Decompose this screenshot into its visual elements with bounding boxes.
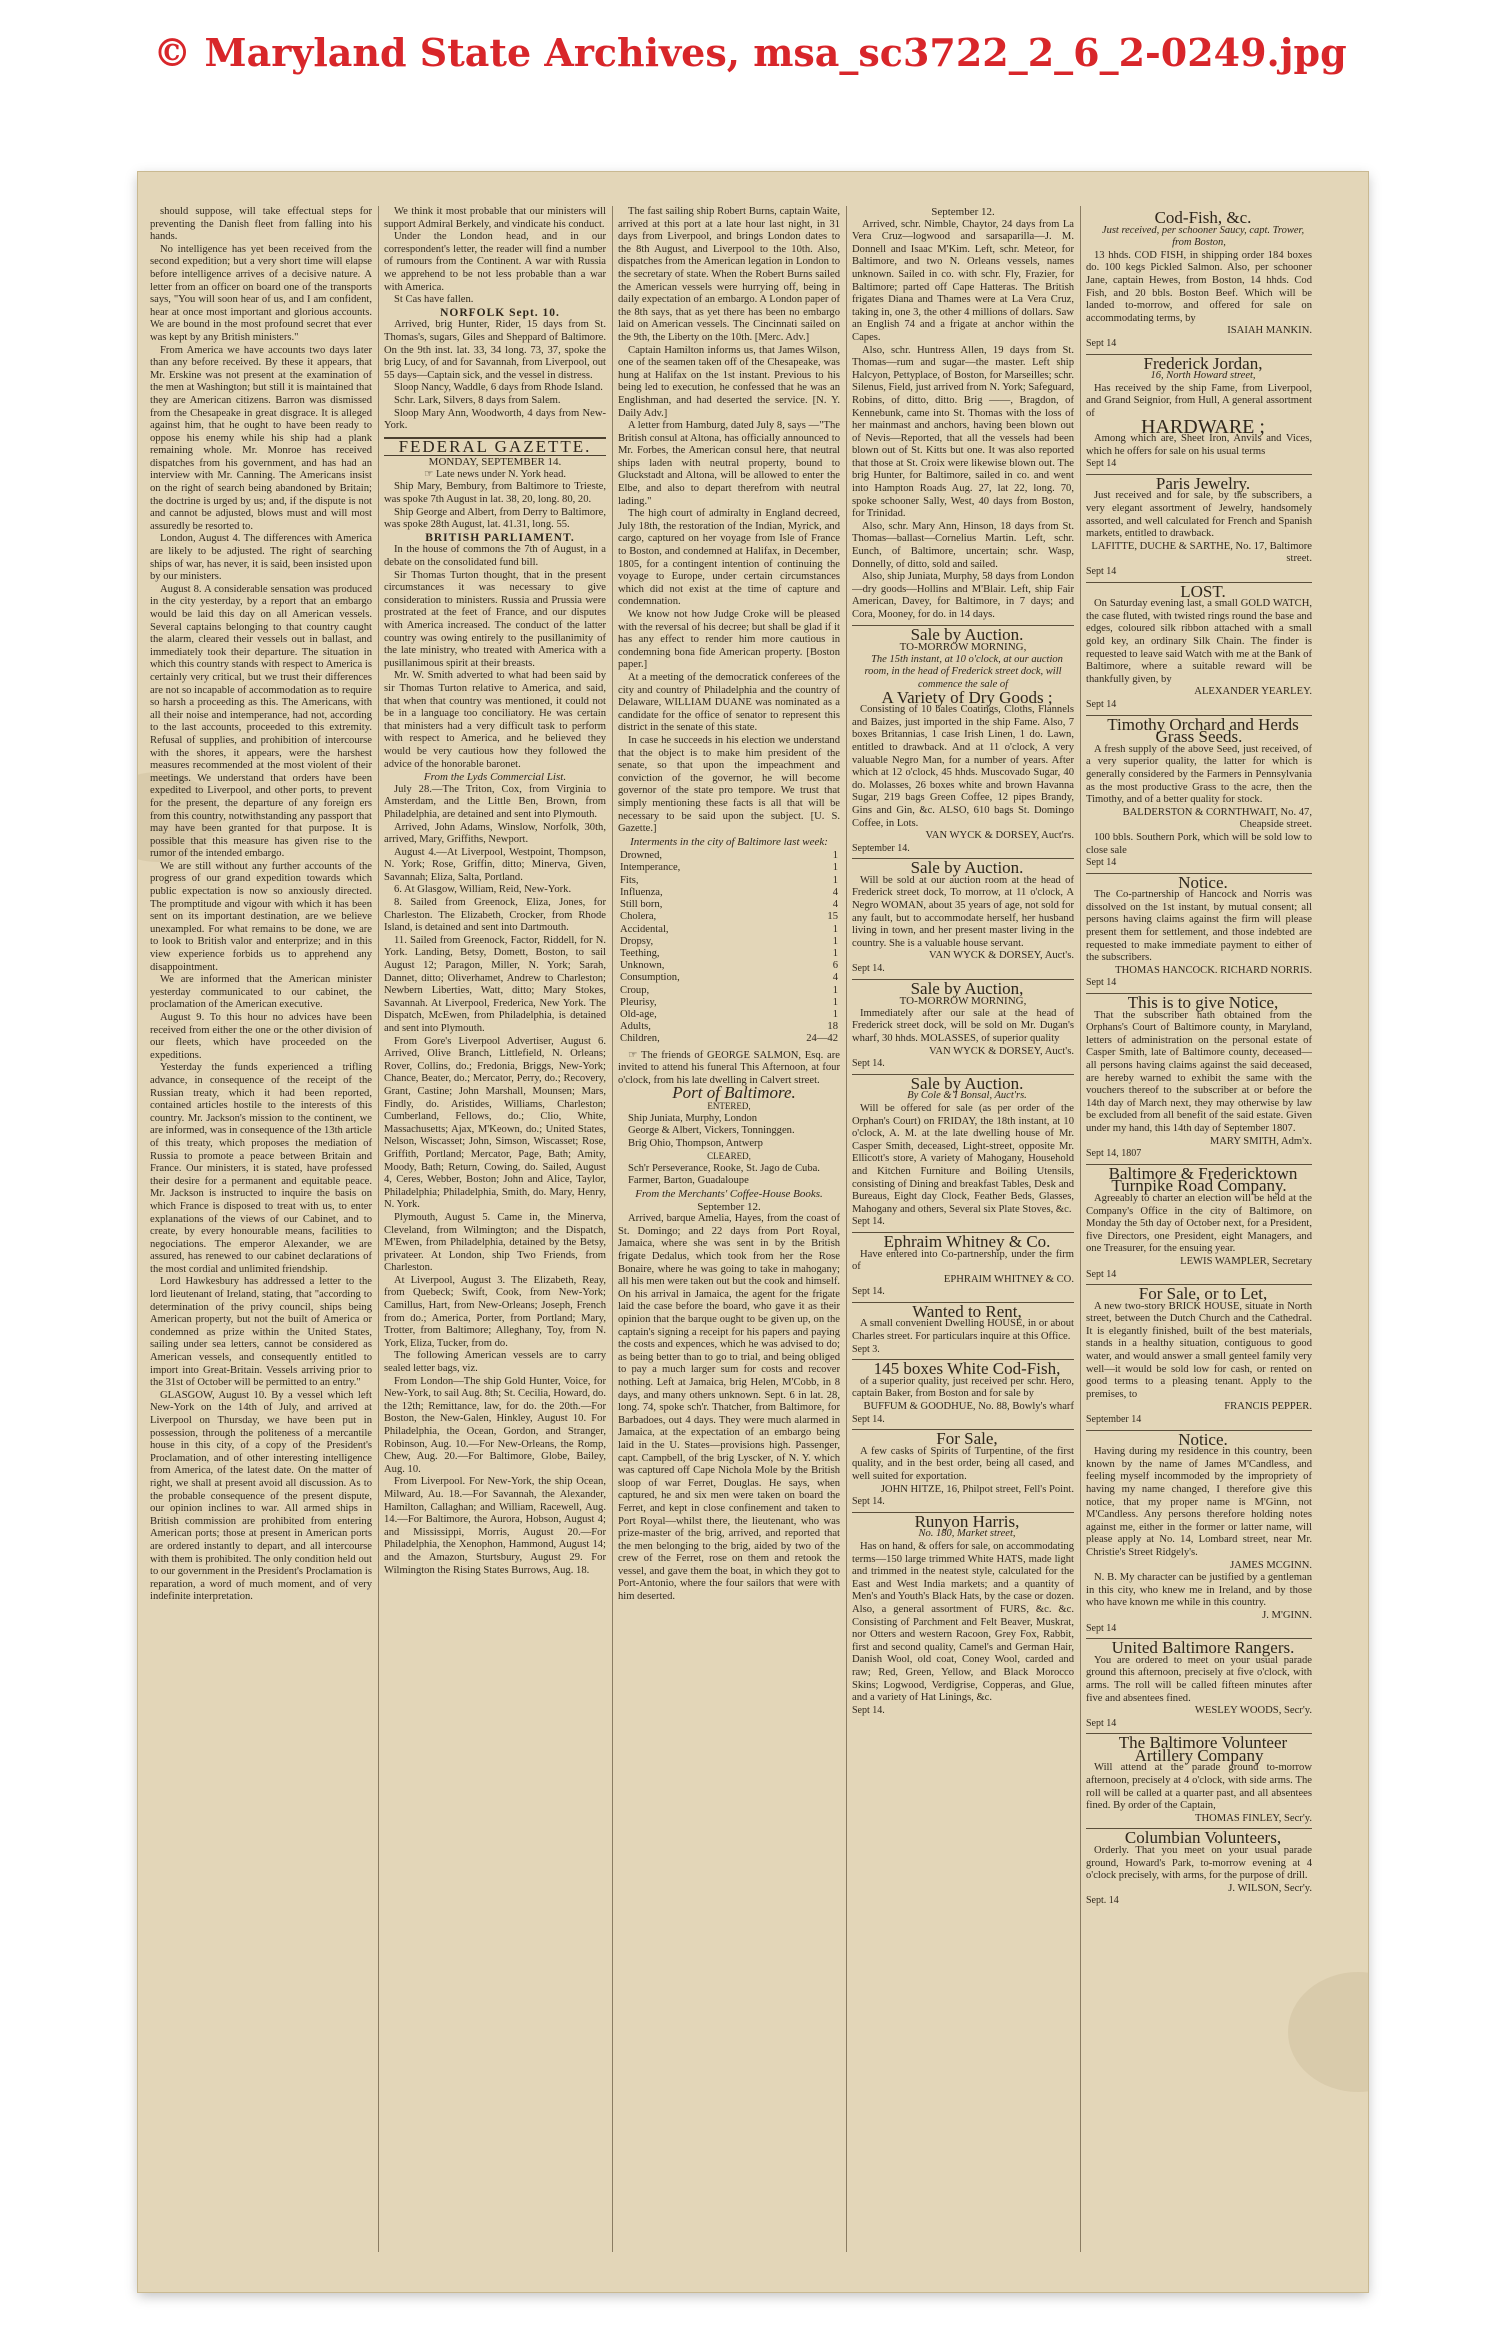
ad-date: Sept 14 xyxy=(1086,458,1117,470)
column-3 xyxy=(618,206,840,2252)
ship-arrival: Sloop Mary Ann, Woodworth, 4 days from New-York. xyxy=(384,407,606,432)
column-rule xyxy=(1080,206,1081,2252)
interment-cause: Influenza, xyxy=(620,886,663,898)
commercial-entry: From Gore's Liverpool Advertiser, August 6. Arrived, Olive Branch, Littlefield, N. Orleans; Rover, Collins, do.; Fredonia, Briggs, New-York; Chance, Beater, do.; Mercator, Perry, do.; Recovery, Grant, Castine; John Marshall, Mounsen; Mars, Findly, do. Aristides, Williams, Charleston; Cumberland, Fellows, do.; Clio, White, Massachusetts; Ajax, M'Keown, do.; United States, Nelson, Wiscasset; John, Simson, Wiscasset; Rose, Griffith, Portland; Mercator, Page, Bath; Amity, Moody, Bath; Return, Cowing, do. Sailed, August 4, Ceres, Webber, Boston; John and Alice, Taylor, Philadelphia; Philadelphia, Smith, do. Mary, Henry, N. York. xyxy=(384,1035,606,1211)
ship-arrival: Sloop Nancy, Waddle, 6 days from Rhode Island. xyxy=(394,382,603,394)
interment-count: 1 xyxy=(832,935,838,947)
ad-title: Columbian Volunteers, xyxy=(1124,1828,1282,1848)
ad-lead: TO-MORROW MORNING, xyxy=(899,641,1027,654)
entered-list xyxy=(618,1113,840,1151)
article-paragraph: A letter from Hamburg, dated July 8, says —"The British consul at Altona, has officially announced to Mr. Forbes, the American consul here, that neutral ships laden with neutral property, bound to Gluckstadt and Altona, will be allowed to enter the Elbe, and also to depart therefrom with neutral lading." xyxy=(618,420,840,507)
ad-signature: JAMES MCGINN. xyxy=(1230,1559,1312,1571)
ad-date: Sept 14 xyxy=(1086,1268,1117,1280)
ad-body: A new two-story BRICK HOUSE, situate in North street, between the Dutch Church and the Cathedral. It is elegantly finished, built of the best materials, stands in a healthy situation, contiguous to good water, and would answer a small genteel family very well—it would be sold low for cash, or rented on good terms to a pleasing tenant. Apply to the premises, to xyxy=(1086,1300,1312,1400)
interment-cause: Pleurisy, xyxy=(620,996,657,1008)
ad-signature: WESLEY WOODS, Secr'y. xyxy=(1194,1705,1312,1717)
interment-row xyxy=(618,936,840,948)
interment-count: 24—42 xyxy=(806,1033,838,1045)
entered-vessel: Ship Juniata, Murphy, London xyxy=(628,1112,758,1124)
ad-subtitle: The 15th instant, at 10 o'clock, at our auction room, in the head of Frederick street dock, will commence the sale of xyxy=(864,653,1063,690)
article-paragraph: We think it most probable that our ministers will support Admiral Berkely, and vindicate his conduct. xyxy=(384,206,606,230)
ad-title: The Baltimore Volunteer Artillery Company xyxy=(1118,1733,1288,1765)
ad-body: of a superior quality, just received per schr. Hero, captain Baker, from Boston and for sale by xyxy=(852,1375,1074,1400)
column-2 xyxy=(384,206,606,2252)
ad-body: Agreeably to charter an election will be held at the Company's Office in the city of Baltimore, on Monday the 5th day of October next, for a President, five Directors, one President, eight Managers, and one Treasurer, for the ensuing year. xyxy=(1086,1192,1312,1255)
ad-body: On Saturday evening last, a small GOLD WATCH, the case fluted, with twisted rings round the base and edges, coloured silk ribbon attached with a small gold key, an ordinary Silk Chain. The finder is requested to leave said Watch with me at the Bank of Baltimore, where a suitable reward will be thankfully given, by xyxy=(1086,598,1312,685)
ad-for-sale-turpentine xyxy=(852,1429,1074,1509)
ship-reports xyxy=(384,481,606,531)
ad-title: LOST. xyxy=(1180,581,1226,601)
ad-signature: ISAIAH MANKIN. xyxy=(1227,325,1312,337)
col2-intro xyxy=(384,206,606,307)
commercial-entry: The following American vessels are to carry sealed letter bags, viz. xyxy=(384,1350,606,1375)
interment-count: 1 xyxy=(832,862,838,874)
ad-columbian-volunteers xyxy=(1086,1828,1312,1908)
cleared-vessel: Sch'r Perseverance, Rooke, St. Jago de Cuba. xyxy=(628,1162,820,1174)
ad-signature: BUFFUM & GOODHUE, No. 88, Bowly's wharf xyxy=(863,1401,1074,1413)
interment-row xyxy=(618,899,840,911)
ad-goods: HARDWARE ; xyxy=(1141,415,1265,438)
commercial-entry: 8. Sailed from Greenock, Eliza, Jones, for Charleston. The Elizabeth, Crocker, from Rhode Island, is detained and sent into Dartmouth. xyxy=(384,897,606,934)
ad-title: Sale by Auction. xyxy=(910,858,1024,878)
interment-count: 1 xyxy=(832,923,838,935)
ad-signature: J. WILSON, Secr'y. xyxy=(1228,1882,1312,1894)
ad-frederick-jordan xyxy=(1086,354,1312,471)
ad-body: 13 hhds. COD FISH, in shipping order 184 boxes do. 100 kegs Pickled Salmon. Also, per schooner Jane, captain Hewes, from Boston, 14 hhds. Cod Fish, and 20 bbls. Boston Beef. Which will be landed to-morrow, and offered for sale on accommodating terms, by xyxy=(1086,249,1312,324)
ad-date: Sept 14 xyxy=(1086,566,1117,578)
ad-signature: THOMAS FINLEY, Secr'y. xyxy=(1195,1812,1312,1824)
article-paragraph: We are informed that the American minister yesterday communicated to our cabinet, the proclamation of the American executive. xyxy=(150,974,372,1011)
commercial-entry: July 28.—The Triton, Cox, from Virginia to Amsterdam, and the Little Ben, Brown, from Philadelphia, are detained and sent into Plymouth. xyxy=(384,783,606,820)
ad-title: Wanted to Rent, xyxy=(912,1301,1022,1321)
ad-lost-watch xyxy=(1086,582,1312,712)
interment-cause: Intemperance, xyxy=(620,862,681,874)
ad-grass-seeds xyxy=(1086,715,1312,870)
ad-body: Just received and for sale, by the subscribers, a very elegant assortment of Jewelry, handsomely assorted, and well calculated for French and Spanish markets, entitled to drawback. xyxy=(1086,490,1312,540)
norfolk-heading: NORFOLK Sept. 10. xyxy=(440,306,560,319)
ad-title: Sale by Auction. xyxy=(910,1073,1024,1093)
ad-title: Baltimore & Fredericktown Turnpike Road Company. xyxy=(1108,1163,1298,1196)
ad-body: Having during my residence in this country, been known by the name of James M'Candless, and feeling myself incommoded by the impropriety of having my name changed, I therefore give this notice, that my proper name is M'Ginn, not M'Candless. Any persons therefore holding notes against me, either in the former or latter name, will please apply at No. 14, Lombard street, near Mr. Christie's Street Ridgely's. xyxy=(1086,1446,1312,1558)
ad-date: Sept. 14 xyxy=(1086,1895,1119,1907)
arrival-report: Also, ship Juniata, Murphy, 58 days from London—dry goods—Hollins and M'Blair. Left, ship Fair American, Davey, for Baltimore, in 7 days; and Cora, Mooney, for do. in 14 days. xyxy=(852,571,1074,620)
article-paragraph: Arrived, barque Amelia, Hayes, from the coast of St. Domingo; and 22 days from Port Royal, Jamaica, where she was sent in by the British frigate Dedalus, which took from her the Rose Bonaire, where he was going to take in mahogany; all his men were taken out but the cook and himself. On his arrival in Jamaica, the agent for the frigate laid the case before the board, who gave it as their opinion that the barque ought to be given up, on the captain's signing a receipt for his papers and paying the costs and expences, which he was advised to do; as being better than to go to trial, and being obliged to pay a much larger sum for costs and recover nothing. Left at Jamaica, brig Helen, M'Cobb, in 8 days, and many others unknown. Sept. 6 in lat. 28, long. 74, spoke sch'r. Thatcher, from Baltimore, for Barbadoes, out 4 days. They were much alarmed in Jamaica, at the expectation of an embargo being laid in the U. States—provisions high. Passenger, capt. Campbell, of the brig Lyscker, of N. Y. which was captured off Cape Nichola Mole by the British sloop of war Ferret, Douglas. He says, when captured, he and six men were taken on board the Ferret, and kept in close confinement and taken to Port Royal—whilst there, the lieutenant, who was prize-master of the brig, arrived, and reported that the men belonging to the brig, aided by two of the crew of the Ferret, rose on them and retook the vessel, and gave them the boat, in which they got to Port-Antonio, where the four sailors that were with him deserted. xyxy=(618,1213,840,1603)
interment-cause: Cholera, xyxy=(620,911,657,923)
interment-count: 1 xyxy=(832,996,838,1008)
ad-signature: FRANCIS PEPPER. xyxy=(1224,1401,1312,1413)
commercial-entry: Plymouth, August 5. Came in, the Minerva, Cleveland, from Wilmington; and the Dispatch, M'Ewen, from Philadelphia, detained by the Betsy, privateer. At London, ship Two Friends, from Charleston. xyxy=(384,1211,606,1274)
ad-auction-furniture xyxy=(852,1074,1074,1229)
ad-date: September 14 xyxy=(1086,1414,1142,1426)
commercial-entry: August 4.—At Liverpool, Westpoint, Thompson, N. York; Rose, Griffin, ditto; Minerva, Given, Savannah; Eliza, Salta, Portland. xyxy=(384,846,606,883)
ad-body: The Co-partnership of Hancock and Norris was dissolved on the 1st instant, by mutual consent; all persons having claims against the firm will please present them for settlement, and those indebted are requested to make immediate payment to either of the subscribers. xyxy=(1086,889,1312,964)
ad-body: Has on hand, & offers for sale, on accommodating terms—150 large trimmed White HATS, made light and trimmed in the neatest style, calculated for the East and West India markets; and a quantity of Men's and Youth's Black Hats, by the case or dozen. Also, a general assortment of FURS, &c. &c. Consisting of Parchment and Felt Beaver, Muskrat, nor Otters and western Racoon, Grey Fox, Rabbit, first and second quality, Camel's and German Hair, Danish Wool, old coat, Coney Wool, carded and raw; Red, Green, Yellow, and Black Morocco Skins; Logwood, Verdigrise, Copperas, and Glue, and a variety of Hat Linings, &c. xyxy=(852,1540,1074,1704)
ad-date: September 14. xyxy=(852,842,910,854)
ad-auction-negro-woman xyxy=(852,858,1074,975)
coffee-house-heading: From the Merchants' Coffee-House Books. xyxy=(635,1188,823,1201)
commercial-entry: From Liverpool. For New-York, the ship Ocean, Milward, Au. 18.—For Savannah, the Alexander, Hamilton, Callaghan; and William, Racewell, Aug. 14.—For Baltimore, the Aurora, Hobson, August 4; and Mississippi, Morris, August 20.—For Philadelphia, the Xenophon, Hammond, August 14; and the Amazon, Sturtsbury, August 29. For Wilmington the Rising States Burrows, Aug. 18. xyxy=(384,1476,606,1576)
ad-body: You are ordered to meet on your usual parade ground this afternoon, precisely at five o'clock, with arms. The roll will be called fifteen minutes after five and absentees fined. xyxy=(1086,1654,1312,1704)
ad-date: Sept 14. xyxy=(852,1058,885,1070)
interment-count: 1 xyxy=(832,874,838,886)
ad-signature: THOMAS HANCOCK. RICHARD NORRIS. xyxy=(1115,964,1312,976)
dateline: MONDAY, SEPTEMBER 14. xyxy=(428,456,562,469)
arrival-report: Also, schr. Huntress Allen, 19 days from St. Thomas—rum and sugar—the master. Left ship Halcyon, Pettyplace, of Boston, for Marseilles; schr. Silenus, Field, just arrived from N. York; Safeguard, Robins, of ditto, ditto. Brig ——, Bragdon, of Kennebunk, came into St. Thomas with the loss of her mainmast and anchors, having been blown out of Nevis—Reported, that all the vessels had been blown out of St. Kitts but one. It was also reported that those at St. Croix were likewise blown out. The brig Hunter, for Baltimore, sailed in co. and went into Hampton Roads Aug. 27, lat 22, long. 70, spoke schooner Sally, West, 40 days from Boston, for Trinidad. xyxy=(852,344,1074,520)
interment-cause: Drowned, xyxy=(620,850,663,862)
ad-subtitle: By Cole & I Bonsal, Auct'rs. xyxy=(907,1090,1027,1102)
interment-cause: Accidental, xyxy=(620,923,669,935)
ad-title: Runyon Harris, xyxy=(914,1511,1020,1531)
ship-arrival: Arrived, brig Hunter, Rider, 15 days from St. Thomas's, sugars, Giles and Sheppard of Baltimore. On the 9th inst. lat. 33, 34 long. 73, 37, spoke the brig Lucy, of and for Savannah, from Liverpool, out 55 days—Captain sick, and the vessel in distress. xyxy=(384,319,606,381)
article-paragraph: The high court of admiralty in England decreed, July 18th, the restoration of the Indian, Myrick, and cargo, captured on her voyage from Isle of France to Boston, and condemned at Halifax, in December, 1805, for a contingent intention of continuing the voyage to Europe, under certain circumstances which did not exist at the time of capture and condemnation. xyxy=(618,508,840,608)
ad-goods: A Variety of Dry Goods ; xyxy=(881,687,1053,707)
interment-cause: Consumption, xyxy=(620,972,680,984)
ad-turnpike xyxy=(1086,1164,1312,1281)
ship-report: Ship Mary, Bembury, from Baltimore to Trieste, was spoke 7th August in lat. 38, 20, long. 80, 20. xyxy=(384,481,606,506)
coffee-house-date: September 12. xyxy=(697,1200,761,1213)
ad-date: Sept 14 xyxy=(1086,1717,1117,1729)
commercial-entry: 6. At Glasgow, William, Reid, New-York. xyxy=(394,884,572,896)
ad-body: Immediately after our sale at the head of Frederick street dock, will be sold on Mr. Dugan's wharf, 30 hhds. MOLASSES, of superior quality xyxy=(852,1007,1074,1044)
article-paragraph: From America we have accounts two days later than any before received. By these it appears, that Mr. Erskine was not present at the examination of the men at Washington; but still it is maintained that they are American citizens. Barron was dismissed from the Chesapeake in great disgrace. It is alleged against him, that he ought to have been ready to oppose his enemy while his ship had a plank remaining whole. Mr. Monroe has received dispatches from his government, and has had an interview with Mr. Canning. The Americans insist on the right of search being abandoned by Britain; the doctrine is urged by us; and, if the dispute is not and cannot be adjusted, blows must and will most assuredly be resorted to. xyxy=(150,344,372,532)
interment-count: 4 xyxy=(832,972,838,984)
ad-notice-hancock xyxy=(1086,873,1312,990)
interment-cause: Croup, xyxy=(620,984,650,996)
interment-cause: Old-age, xyxy=(620,1008,657,1020)
ad-volunteer-artillery xyxy=(1086,1733,1312,1825)
commercial-entry: Arrived, John Adams, Winslow, Norfolk, 30th, arrived, Mary, Griffiths, Newport. xyxy=(384,821,606,846)
interment-row xyxy=(618,911,840,923)
ad-date: Sept 14. xyxy=(852,1286,885,1298)
article-paragraph: August 9. To this hour no advices have been received from either the one or the other division of our fleets, which have proceeded on the expeditions. xyxy=(150,1012,372,1061)
ad-body: Consisting of 10 bales Coatings, Cloths, Flannels and Baizes, just imported in the ship Fame. Also, 7 boxes Britannias, 1 case Irish Linen, 1 do. Lawn, entitled to drawback. And at 11 o'clock, A very valuable Negro Man, for a number of years. After which at 12 o'clock, 45 hhds. Muscovado Sugar, 40 do. Molasses, 26 boxes white and brown Havanna Sugar, 219 bags Green Coffee, 12 pipes Brandy, Gins and Gin, &c. ALSO, 610 bags St. Domingo Coffee, in Lots. xyxy=(852,704,1074,829)
ad-for-sale-house xyxy=(1086,1284,1312,1427)
article-paragraph: No intelligence has yet been received from the second expedition; but a very short time will elapse before intelligence arrives of a decisive nature. A letter from an officer on board one of the transports says, "You will soon hear of us, and I am confident, hear at once most important and glorious accounts. We are bound in the most profound secret that ever was kept by any British ministers." xyxy=(150,243,372,343)
article-paragraph: In case he succeeds in his election we understand that the object is to make him president of the senate, so that upon the impeachment and conviction of the governor, he will become governor of the state pro tempore. We trust that simply mentioning these facts is all that will be necessary to be said upon the subject. [U. S. Gazette.] xyxy=(618,734,840,835)
interment-row xyxy=(618,862,840,874)
ad-signature: BALDERSTON & CORNTHWAIT, No. 47, Cheapside street. xyxy=(1122,806,1312,831)
interment-cause: Children, xyxy=(620,1033,660,1045)
article-paragraph: August 8. A considerable sensation was produced in the city yesterday, by a report that an embargo would be laid this day on all American vessels. Several captains belonging to that country caught the alarm, cleared their vessels out in ballast, and immediately took their departure. The situation in which this country stands with respect to America is certainly very critical, but we trust their differences are not so incapable of accommodation as to require so harsh a proceeding as this. The Americans, with all their noise and intemperance, had not, according to the last accounts, proceeded to this extremity. Refusal of supplies, and prohibition of intercourse with the shores, it appears, were the harshest measures recommended at the most violent of their meetings. We understand that orders have been expedited to Liverpool, and other ports, to prevent for the present, the departure of any foreign ers from this country, notwithstanding any passport that may have been granted for that purpose. It is possible that this measure has given rise to the rumor of the intended embargo. xyxy=(150,583,372,860)
ad-date: Sept 14 xyxy=(1086,977,1117,989)
ad-signature: VAN WYCK & DORSEY, Auct's. xyxy=(929,1045,1074,1057)
coffee-house-report xyxy=(618,1213,840,1603)
ad-title: Sale by Auction. xyxy=(910,624,1024,644)
interment-count: 15 xyxy=(827,911,838,923)
ad-title: For Sale, or to Let, xyxy=(1138,1284,1268,1304)
ad-body: A few casks of Spirits of Turpentine, of the first quality, and in the best order, being all cased, and well suited for exportation. xyxy=(852,1445,1074,1482)
interments-heading: Interments in the city of Baltimore last week: xyxy=(630,835,828,848)
column-5 xyxy=(1086,206,1312,2252)
ad-wanted-to-rent xyxy=(852,1302,1074,1356)
archive-banner: © Maryland State Archives, msa_sc3722_2_6_2-0249.jpg xyxy=(153,30,1347,75)
article-paragraph: Captain Hamilton informs us, that James Wilson, one of the seamen taken off of the Chesapeake, was hung at Halifax on the 1st instant. Previous to his being led to execution, he confessed that he was an Englishman, and had deserted the service. [N. Y. Daily Adv.] xyxy=(618,344,840,419)
interments-table xyxy=(618,850,840,1045)
article-paragraph: should suppose, will take effectual steps for preventing the Danish fleet from falling into his hands. xyxy=(150,206,372,243)
ad-body: Has received by the ship Fame, from Liverpool, and Grand Seignior, from Hull, A general assortment of xyxy=(1086,382,1312,419)
ad-title: Sale by Auction, xyxy=(910,978,1024,998)
entered-vessel: Brig Ohio, Thompson, Antwerp xyxy=(628,1137,763,1149)
ad-lead: TO-MORROW MORNING, xyxy=(899,995,1027,1008)
ad-body: 100 bbls. Southern Pork, which will be sold low to close sale xyxy=(1086,831,1312,856)
interment-row xyxy=(618,875,840,887)
ad-title: Frederick Jordan, xyxy=(1143,353,1263,373)
column-1 xyxy=(150,206,372,2252)
article-paragraph: Mr. W. Smith adverted to what had been said by sir Thomas Turton relative to America, and said, that when that country was mentioned, it could not be in a language too conciliatory. He was certain that ministers had a very difficult task to perform with respect to America, and he believed they would be very cautious how they followed the advice of the honorable baronet. xyxy=(384,670,606,770)
commercial-entry: 11. Sailed from Greenock, Factor, Riddell, for N. York. Landing, Betsy, Domett, Boston, to sail August 12; Paragon, Miller, N. York; Sarah, Dannet, ditto; Oliverhamet, Andrew to Charleston; Newbern Liberties, Watt, ditto; Mary Stokes, Savannah. At Liverpool, Frederica, New York. The Dispatch, McEwen, from Philadelphia, is detained and sent into Plymouth. xyxy=(384,934,606,1034)
interment-cause: Still born, xyxy=(620,899,663,911)
article-paragraph: The fast sailing ship Robert Burns, captain Waite, arrived at this port at a late hour last night, in 31 days from Liverpool, and brings London dates to the 8th August, and Liverpool to the 10th. Also, dispatches from the American legation in London to the secretary of state. When the Robert Burns sailed the American vessels were hurrying off, being in daily expectation of an embargo. A London paper of the 8th says, that as yet there has been no embargo laid on American vessels. The Cincinnati sailed on the 9th, the Liberty on the 10th. [Merc. Adv.] xyxy=(618,206,840,343)
commercial-list xyxy=(384,784,606,1577)
ad-body: Will be sold at our auction room at the head of Frederick street dock, To morrow, at 11 o'clock, A Negro WOMAN, about 35 years of age, not sold for any fault, but to accommodate herself, her husband living in town, and her present master living in the country. She is a valuable house servant. xyxy=(852,874,1074,949)
article-paragraph: London, August 4. The differences with America are likely to be adjusted. The right of searching ships of war, has never, it is said, been insisted upon by our ministers. xyxy=(150,533,372,583)
ad-body: N. B. My character can be justified by a gentleman in this city, who knew me in Ireland, and by those who have known me while in this country. xyxy=(1086,1572,1312,1609)
interment-count: 4 xyxy=(832,899,838,911)
column-rule xyxy=(378,206,379,2252)
ad-body: Orderly. That you meet on your usual parade ground, Howard's Park, to-morrow evening at 4 o'clock precisely, with arms, for the purpose of drill. xyxy=(1086,1845,1312,1882)
commercial-entry: From London—The ship Gold Hunter, Voice, for New-York, to sail Aug. 8th; St. Cecilia, Howard, do. the 12th; Remittance, law, for do. the 20th.—For Boston, the New-Galen, Hinkley, August 10. For Philadelphia, the Ocean, Gordon, and Stranger, Robinson, Aug. 10.—For New-Orleans, the Romp, Chew, Aug. 20.—For Baltimore, Globe, Bailey, Aug. 10. xyxy=(384,1375,606,1475)
ad-cod-fish-mankin xyxy=(1086,209,1312,351)
column-rule xyxy=(612,206,613,2252)
ad-cod-fish xyxy=(852,1359,1074,1426)
ad-date: Sept 14. xyxy=(852,1704,885,1716)
ad-date: Sept 14. xyxy=(852,1413,885,1425)
port-heading: Port of Baltimore. xyxy=(672,1083,796,1103)
newspaper-page xyxy=(138,172,1368,2292)
ad-date: Sept 14, 1807 xyxy=(1086,1148,1142,1160)
ad-whitney xyxy=(852,1232,1074,1299)
ad-title: 145 boxes White Cod-Fish, xyxy=(873,1359,1061,1379)
article-paragraph: GLASGOW, August 10. By a vessel which left New-York on the 14th of July, and arrived at Liverpool on Thursday, we have been put in possession, through the politeness of a mercantile house in this city, of a copy of the President's Proclamation, and of other interesting intelligence from America, of the latest date. On the matter of right, we shall at present avoid all discussion. As to the probable consequence of the present dispute, our opinion inclines to war. All armed ships in British commission are prohibited from entering American ports; those at present in American ports are ordered instantly to depart, and all intercourse with them is prohibited. The only condition held out to our government in the President's Proclamation is reparation, a word of much moment, and of very indefinite interpretation. xyxy=(150,1389,372,1603)
ship-report: Ship George and Albert, from Derry to Baltimore, was spoke 28th August, lat. 41.31, long. 55. xyxy=(384,506,606,531)
ad-title: Paris Jewelry. xyxy=(1155,473,1251,493)
ad-body: Have entered into Co-partnership, under the firm of xyxy=(852,1248,1074,1273)
ad-body: That the subscriber hath obtained from the Orphans's Court of Baltimore county, in Maryland, letters of administration on the personal estate of Casper Smith, late of Baltimore county, deceased—all persons having claims against the said deceased, are hereby warned to exhibit the same with the vouchers thereof to the subscriber at or before the 14th day of March next, they may otherwise by law be excluded from all benefit of the said estate. Given under my hand, this 14th day of September 1807. xyxy=(1086,1009,1312,1134)
parliament-heading: BRITISH PARLIAMENT. xyxy=(425,531,575,544)
cleared-vessel: Farmer, Barton, Guadaloupe xyxy=(628,1175,749,1187)
ad-subtitle: 16, North Howard street, xyxy=(1150,370,1256,382)
ad-title: United Baltimore Rangers. xyxy=(1111,1638,1295,1658)
ad-subtitle: No. 180, Market street, xyxy=(918,1528,1016,1540)
commercial-entry: At Liverpool, August 3. The Elizabeth, Reay, from Quebeck; Swift, Cook, from New-York; Camillus, Hart, from New-Orleans; Joseph, French from do.; America, Porter, from Portland; Mary, Trotter, from Baltimore; Alleghany, Toy, from N. York, Eliza, Tucker, from do. xyxy=(384,1274,606,1349)
interment-cause: Adults, xyxy=(620,1021,651,1033)
ad-title: Notice. xyxy=(1178,872,1228,892)
ad-date: Sept 14 xyxy=(1086,698,1117,710)
entered-heading: ENTERED, xyxy=(707,1100,751,1111)
interment-cause: Teething, xyxy=(620,947,660,959)
ad-title: Timothy Orchard and Herds Grass Seeds. xyxy=(1107,714,1299,747)
arrival-report: Also, schr. Mary Ann, Hinson, 18 days from St. Thomas—ballast—Cornelius Martin. Left, schr. Eunch, of Baltimore, uncertain; schr. Wasp, Donnelly, of ditto, sold and sailed. xyxy=(852,520,1074,570)
interment-row xyxy=(618,924,840,936)
interment-row xyxy=(618,948,840,960)
ad-signature: VAN WYCK & DORSEY, Auct'rs. xyxy=(925,830,1074,842)
article-paragraph: Lord Hawkesbury has addressed a letter to the lord lieutenant of Ireland, stating, that "according to determination of the privy council, ships being American property, but not the built of America or condemned as prize within the United States, sailing under sea letters, cannot be considered as American vessels, and consequently entitled to import into Great-Britain. Vessels arriving prior to the 31st of October will be permitted to an entry." xyxy=(150,1276,372,1389)
funeral-notice: ☞ The friends of GEORGE SALMON, Esq. are invited to attend his funeral This Afternoon, at four o'clock, from his late dwelling in Calvert street. xyxy=(618,1049,840,1086)
interment-count: 1 xyxy=(832,850,838,862)
ad-title: Cod-Fish, &c. xyxy=(1154,208,1252,227)
ad-auction-dry-goods xyxy=(852,625,1074,856)
ad-date: Sept 14 xyxy=(1086,1622,1117,1634)
ad-date: Sept 14 xyxy=(1086,337,1117,349)
interment-row xyxy=(618,960,840,972)
ad-notice-mcginn xyxy=(1086,1430,1312,1636)
late-news-notice: ☞ Late news under N. York head. xyxy=(423,468,567,480)
ad-date: Sept 3. xyxy=(852,1343,880,1355)
ad-title: This is to give Notice, xyxy=(1127,993,1279,1013)
interment-count: 1 xyxy=(832,984,838,996)
ad-signature: J. M'GINN. xyxy=(1262,1609,1312,1621)
col3-news xyxy=(618,206,840,836)
cleared-heading: CLEARED, xyxy=(707,1151,751,1162)
ad-signature: JOHN HITZE, 16, Philpot street, Fell's Point. xyxy=(880,1483,1074,1495)
ad-subtitle: Just received, per schooner Saucy, capt. Trower, from Boston, xyxy=(1101,224,1305,249)
ad-signature: ALEXANDER YEARLEY. xyxy=(1194,686,1312,698)
ad-paris-jewelry xyxy=(1086,474,1312,579)
interment-cause: Dropsy, xyxy=(620,935,654,947)
masthead: FEDERAL GAZETTE. xyxy=(384,437,606,457)
interment-row xyxy=(618,850,840,862)
entered-vessel: George & Albert, Vickers, Tonninggen. xyxy=(628,1125,795,1137)
article-paragraph: We are still without any further accounts of the progress of our grand expedition towards which public expectation is now so anxiously directed. The promptitude and vigour with which it has been sent on its important destination, are we believe unexampled. For what remains to be done, we are to look to British valor and enterprize; and in this view experience forbids us to apprehend any disappointment. xyxy=(150,860,372,973)
ad-date: Sept 14. xyxy=(852,1216,885,1228)
interment-cause: Fits, xyxy=(620,874,639,886)
ad-signature: LEWIS WAMPLER, Secretary xyxy=(1180,1255,1312,1267)
ship-arrival: Schr. Lark, Silvers, 8 days from Salem. xyxy=(394,394,561,406)
interment-row xyxy=(618,1021,840,1033)
arrivals-date: September 12. xyxy=(931,206,995,218)
ad-notice-smith-estate xyxy=(1086,993,1312,1161)
interment-count: 1 xyxy=(832,1008,838,1020)
article-paragraph: At a meeting of the democratick conferees of the city and country of Philadelphia and the country of Delaware, WILLIAM DUANE was nominated as a candidate for the office of senator to represent this district in the senate of this state. xyxy=(618,671,840,734)
norfolk-arrivals xyxy=(384,319,606,432)
ad-date: Sept 14 xyxy=(1086,857,1117,869)
interment-row xyxy=(618,985,840,997)
ad-date: Sept 14. xyxy=(852,963,885,975)
interment-count: 4 xyxy=(832,886,838,898)
interment-count: 1 xyxy=(832,947,838,959)
ad-auction-molasses xyxy=(852,979,1074,1071)
column-4 xyxy=(852,206,1074,2252)
ad-runyon-harris xyxy=(852,1512,1074,1718)
interment-row xyxy=(618,997,840,1009)
ad-signature: VAN WYCK & DORSEY, Auct's. xyxy=(929,950,1074,962)
interment-count: 6 xyxy=(832,960,838,972)
ad-signature: MARY SMITH, Adm'x. xyxy=(1209,1135,1312,1147)
article-paragraph: St Cas have fallen. xyxy=(394,294,474,306)
article-paragraph: Sir Thomas Turton thought, that in the present circumstances it was necessary to give consideration to ministers. Russia and Prussia were prostrated at the feet of France, and our disputes with America increased. The conduct of the latter country was owing entirely to the pusillanimity of the late ministry, who treated with America with a pusillanimous spirit at their breasts. xyxy=(384,569,606,669)
article-paragraph: Yesterday the funds experienced a trifling advance, in consequence of the receipt of the Russian treaty, which it had been reported, contained articles hostile to the interests of this country. Mr. Jackson's mission to the continent, we are informed, was in consequence of the 13th article of this treaty, which proposes the mediation of Russia to promote a peace between Britain and France. Our ministers, it is stated, have professed their desire for a permanent and equitable peace. Mr. Jackson is instructed to inquire the basis on which France is disposed to treat with us, to enter explanations of the views of our Cabinet, and to create, by every honourable means, facilities to negociations. The emperor Alexander, we are assured, has renewed to our cabinet declarations of the most cordial and unlimited friendship. xyxy=(150,1062,372,1275)
ad-united-rangers xyxy=(1086,1638,1312,1730)
interment-row xyxy=(618,1009,840,1021)
interment-count: 18 xyxy=(827,1021,838,1033)
ad-body: Will be offered for sale (as per order of the Orphan's Court) on FRIDAY, the 18th instant, at 10 o'clock, A. M. at the late dwelling house of Mr. Casper Smith, deceased, Light-street, opposite Mr. Ellicott's store, A variety of Mahogany, Household and Kitchen Furniture and Boiling Utensils, consisting of Dining and breakfast Tables, Desk and Bureaus, Eight day Clock, Feather Beds, Glasses, Mahogany and others, Several six Plate Stoves, &c. xyxy=(852,1102,1074,1215)
commercial-heading: From the Lyds Commercial List. xyxy=(423,771,567,784)
interment-row xyxy=(618,887,840,899)
ad-body: A small convenient Dwelling HOUSE, in or about Charles street. For particulars inquire at this Office. xyxy=(852,1318,1074,1343)
column-rule xyxy=(846,206,847,2252)
ad-body: A fresh supply of the above Seed, just received, of a very superior quality, the latter for which is generally considered by the Farmers in Pennsylvania as the most productive Grass to the acre, then the Timothy, and of a better quality for stock. xyxy=(1086,743,1312,806)
ad-title: For Sale, xyxy=(936,1429,998,1449)
ad-body: Among which are, Sheet Iron, Anvils and Vices, which he offers for sale on his usual terms xyxy=(1086,433,1312,457)
interment-row xyxy=(618,1033,840,1045)
article-paragraph: We know not how Judge Croke will be pleased with the reversal of his decree; but shall be glad if it has any effect to render him more cautious in condemning bona fide American property. [Boston paper.] xyxy=(618,609,840,671)
ad-signature: LAFITTE, DUCHE & SARTHE, No. 17, Baltimore street. xyxy=(1091,540,1312,565)
article-paragraph: In the house of commons the 7th of August, in a debate on the consolidated fund bill. xyxy=(384,544,606,569)
cleared-list xyxy=(618,1163,840,1188)
ad-title: Notice. xyxy=(1178,1429,1228,1449)
parliament-report xyxy=(384,544,606,771)
ad-body: Will attend at the parade ground to-morrow afternoon, precisely at 4 o'clock, with side arms. The roll will be called at a quarter past, and all absentees fined. By order of the Captain, xyxy=(1086,1762,1312,1812)
interment-row xyxy=(618,972,840,984)
interment-cause: Unknown, xyxy=(620,960,665,972)
ad-title: Ephraim Whitney & Co. xyxy=(883,1231,1051,1251)
arrival-report: Arrived, schr. Nimble, Chaytor, 24 days from La Vera Cruz—logwood and sarsaparilla—J. M. Donnell and Isaac M'Kim. Left, schr. Meteor, for Baltimore, and two N. Orleans vessels, names unknown. Sailed in co. with schr. Fly, Frazier, for Baltimore; parted off Cape Hatteras. The British frigates Diana and Thames were at La Vera Cruz, taking in, one 3, the other 4 millions of dollars. Saw an English 74 and a frigate at anchor within the Capes. xyxy=(852,218,1074,343)
article-paragraph: Under the London head, and in our correspondent's letter, the reader will find a number of rumours from the Continent. A war with Russia we apprehend to be not less probable than a war with America. xyxy=(384,231,606,293)
ad-signature: EPHRAIM WHITNEY & CO. xyxy=(943,1273,1074,1285)
ad-date: Sept 14. xyxy=(852,1496,885,1508)
